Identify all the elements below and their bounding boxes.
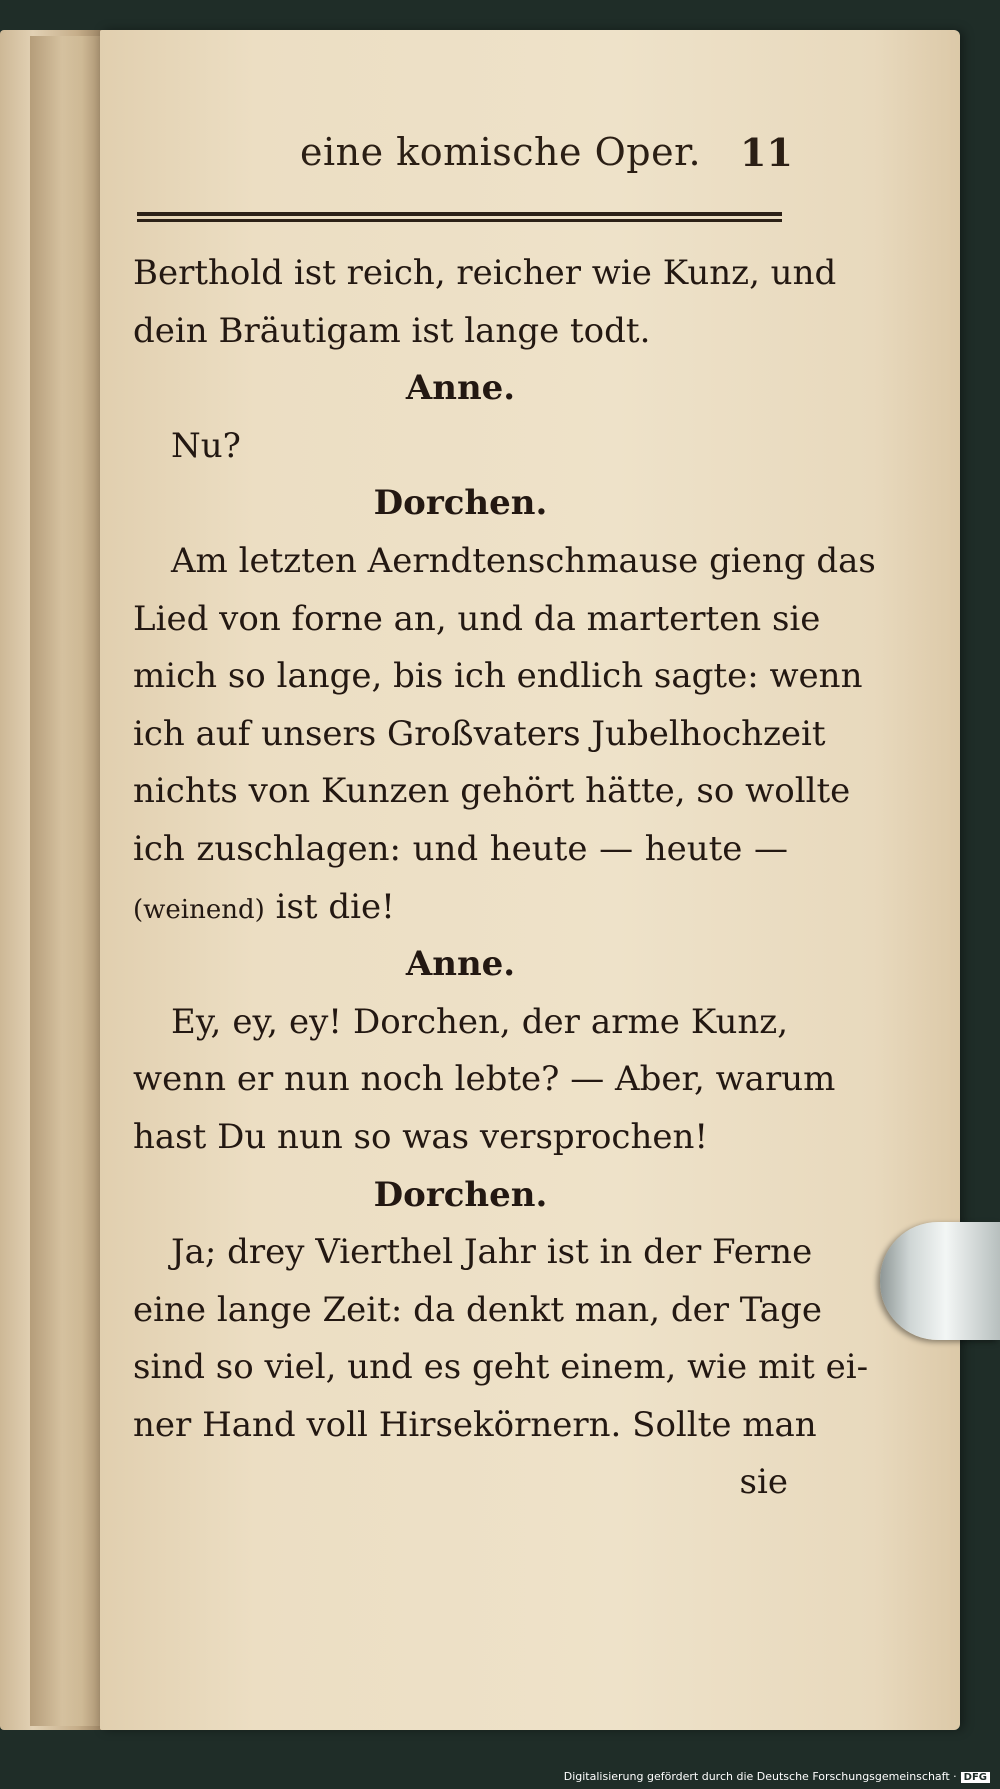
text-line: Ey, ey, ey! Dorchen, der arme Kunz, (171, 1001, 788, 1042)
speaker-name: Dorchen. (373, 483, 548, 524)
text-line: eine lange Zeit: da denkt man, der Tage (133, 1289, 822, 1330)
text-line: sind so viel, und es geht einem, wie mit ei- (133, 1347, 869, 1388)
stage-direction: (weinend) (133, 894, 265, 925)
text-line: hast Du nun so was versprochen! (133, 1116, 709, 1157)
text-line: Berthold ist reich, reicher wie Kunz, und (133, 253, 837, 293)
text-line: Nu? (171, 425, 241, 466)
speaker-name: Anne. (405, 944, 516, 985)
text-line: nichts von Kunzen gehört hätte, so wollte (133, 771, 851, 812)
header-double-rule (137, 212, 782, 222)
speaker-name: Anne. (405, 368, 516, 409)
text-line: ich auf unsers Großvaters Jubelhochzeit (133, 713, 826, 754)
running-head: eine komische Oper. (300, 130, 702, 174)
page-text-block (133, 245, 876, 1512)
text-line: (weinend) ist die! (133, 886, 395, 927)
credit-text: Digitalisierung gefördert durch die Deutsche Forschungsgemeinschaft · (563, 1770, 957, 1783)
page-number: 11 (740, 130, 793, 175)
dfg-logo: DFG (961, 1772, 990, 1783)
text-line: Ja; drey Vierthel Jahr ist in der Ferne (171, 1232, 813, 1273)
text-line: Am letzten Aerndtenschmause gieng das (171, 540, 876, 581)
page-holder-clip (880, 1222, 1000, 1340)
catchword: sie (739, 1462, 788, 1503)
text-line: mich so lange, bis ich endlich sagte: wenn (133, 656, 863, 697)
text-line: dein Bräutigam ist lange todt. (133, 310, 651, 351)
speaker-name: Dorchen. (373, 1174, 548, 1215)
text-line: ner Hand voll Hirsekörnern. Sollte man (133, 1404, 817, 1445)
text-line: wenn er nun noch lebte? — Aber, warum (133, 1059, 836, 1100)
text-line: ich zuschlagen: und heute — heute — (133, 828, 788, 869)
book-gutter (30, 36, 110, 1726)
digitization-credit (564, 1770, 990, 1783)
text-line: Lied von forne an, und da marterten sie (133, 598, 821, 639)
